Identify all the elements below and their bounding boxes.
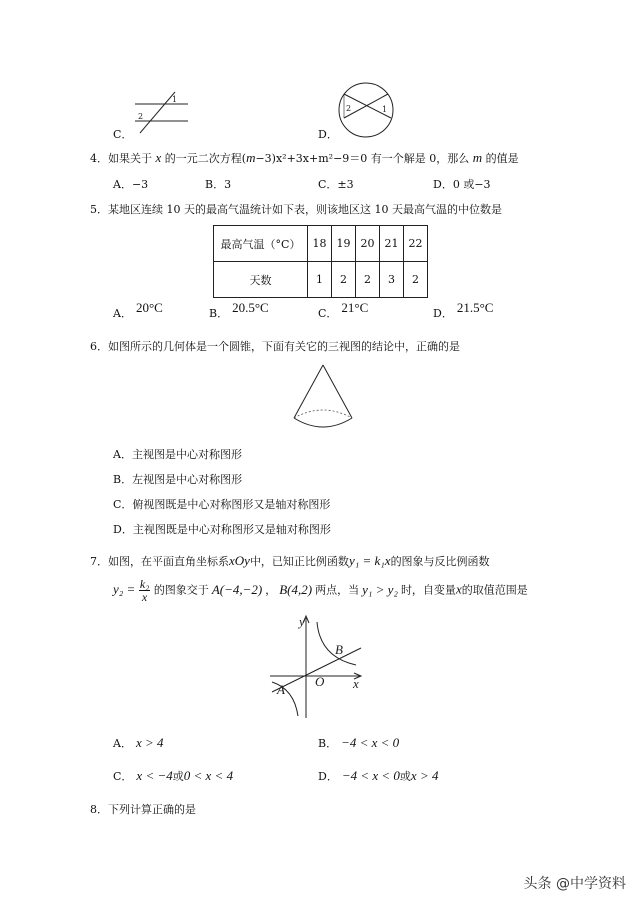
q6-option-c[interactable]: C．俯视图既是中心对称图形又是轴对称图形	[113, 498, 331, 511]
table-cell: 2	[356, 262, 380, 298]
q4-option-d[interactable]: D．0 或−3	[433, 178, 491, 191]
function-graph	[268, 612, 370, 720]
table-header-days: 天数	[214, 262, 308, 298]
q4-stem: 4．如果关于 x 的一元二次方程(m−3)x²+3x+m²−9＝0 有一个解是 0，那么 m 的值是	[90, 150, 519, 165]
table-cell: 20	[356, 226, 380, 262]
fig-c-label-2: 2	[138, 112, 144, 121]
temperature-table	[213, 225, 428, 298]
q5-option-d[interactable]: D． 21.5°C	[433, 300, 494, 320]
q6-option-b[interactable]: B．左视图是中心对称图形	[113, 473, 243, 486]
fraction: $\frac{\text{k₂}}{x}$	[139, 577, 150, 604]
q6-stem: 6．如图所示的几何体是一个圆锥，下面有关它的三视图的结论中，正确的是	[90, 340, 460, 353]
q5-stem: 5．某地区连续 10 天的最高气温统计如下表，则该地区这 10 天最高气温的中位数是	[90, 203, 502, 216]
q7-stem-line1: 7．如图，在平面直角坐标系xOy中，已知正比例函数y₁ = k₁x的图象与反比例函数	[90, 553, 490, 568]
graph-point-a-label: A	[277, 682, 285, 697]
graph-point-b-label: B	[335, 642, 343, 657]
q5-option-a[interactable]: A． 20°C	[113, 300, 163, 320]
cone-figure	[288, 362, 358, 434]
q7-stem-line2: y₂ = $\frac{\text{k₂}}{x}$ 的图象交于 A(−4,−2) ， B(4,2) 两点，当 y₁ > y₂ 时，自变量x的取值范围是	[113, 577, 528, 604]
q3-option-c[interactable]: C．	[113, 128, 133, 141]
q7-option-c[interactable]: C． x < −4或0 < x < 4	[113, 768, 234, 783]
q3-option-d[interactable]: D．	[318, 128, 338, 141]
table-cell: 18	[308, 226, 332, 262]
q4-option-b[interactable]: B．3	[205, 178, 232, 191]
fig-d-label-2: 2	[346, 104, 352, 113]
graph-y-label: y	[299, 614, 305, 629]
graph-x-label: x	[353, 676, 359, 691]
table-cell: 2	[404, 262, 428, 298]
table-cell: 19	[332, 226, 356, 262]
figure-d-circle-chords	[335, 80, 397, 140]
table-cell: 1	[308, 262, 332, 298]
table-header-temp: 最高气温（°C）	[214, 226, 308, 262]
q7-option-d[interactable]: D． −4 < x < 0或x > 4	[318, 768, 439, 783]
q5-option-b[interactable]: B． 20.5°C	[209, 300, 269, 320]
fig-c-label-1: 1	[172, 95, 178, 104]
q6-option-d[interactable]: D．主视图既是中心对称图形又是轴对称图形	[113, 523, 331, 536]
figure-c-parallel-lines	[130, 88, 190, 138]
q8-stem: 8．下列计算正确的是	[90, 803, 196, 816]
fig-d-label-1: 1	[382, 105, 388, 114]
table-cell: 22	[404, 226, 428, 262]
q7-option-a[interactable]: A． x > 4	[113, 735, 164, 750]
watermark: 头条 @中学资料	[523, 876, 626, 892]
graph-origin-label: O	[315, 674, 325, 689]
q5-option-c[interactable]: C． 21°C	[318, 300, 369, 320]
q4-option-c[interactable]: C．±3	[318, 178, 354, 191]
table-cell: 21	[380, 226, 404, 262]
table-cell: 2	[332, 262, 356, 298]
q7-option-b[interactable]: B． −4 < x < 0	[318, 735, 400, 750]
q4-option-a[interactable]: A．−3	[113, 178, 149, 191]
table-cell: 3	[380, 262, 404, 298]
q6-option-a[interactable]: A．主视图是中心对称图形	[113, 448, 242, 461]
